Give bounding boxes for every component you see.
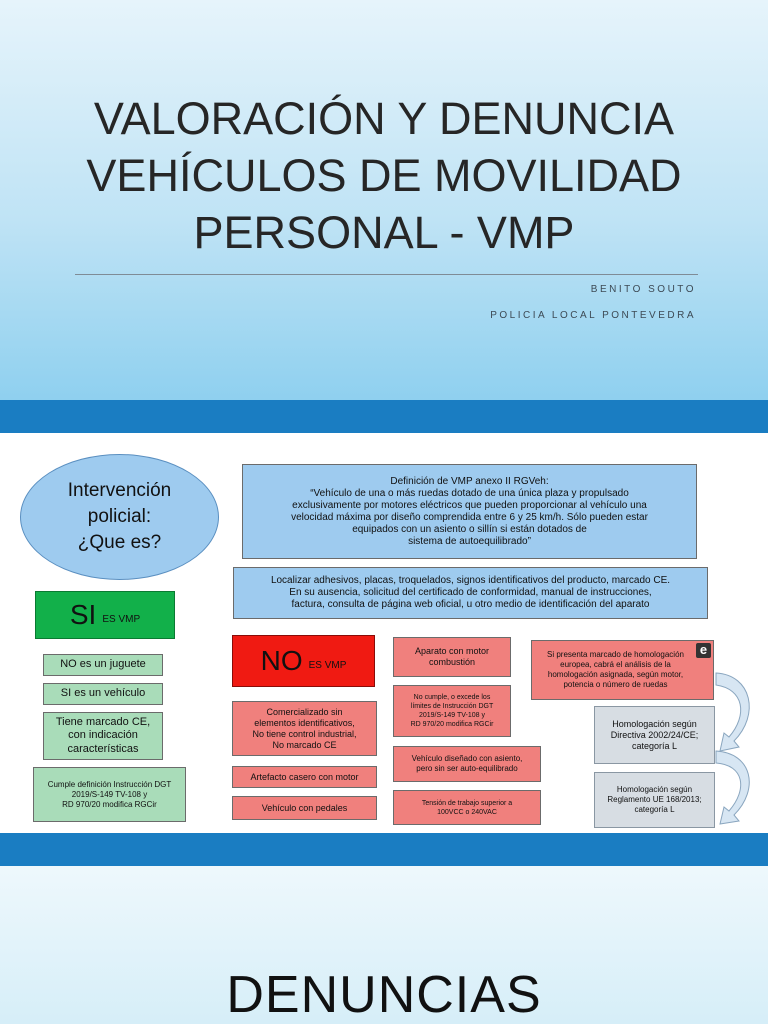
no-label: NO bbox=[260, 645, 303, 676]
homologation-regulation-box bbox=[594, 772, 715, 828]
flowchart-slide bbox=[0, 433, 768, 833]
intervention-line-3: ¿Que es? bbox=[77, 532, 162, 553]
mid-seat-line-2: pero sin ser auto-equilibrado bbox=[416, 764, 518, 773]
title-line-3: PERSONAL - VMP bbox=[193, 207, 575, 258]
no-es-vmp-box bbox=[232, 635, 375, 687]
si-ce-line-2: con indicación bbox=[68, 729, 138, 742]
hn-line-1: Si presenta marcado de homologación bbox=[547, 650, 684, 659]
no-item-homemade: Artefacto casero con motor bbox=[232, 766, 377, 788]
mid-exc-line-1: No cumple, o excede los bbox=[413, 694, 491, 701]
mid-seat-line-1: Vehículo diseñado con asiento, bbox=[411, 754, 523, 763]
si-item-ce-mark bbox=[43, 712, 163, 760]
title-line-1: VALORACIÓN Y DENUNCIA bbox=[93, 93, 675, 144]
curved-arrows-icon bbox=[712, 665, 768, 825]
mid-exc-line-2: límites de Instrucción DGT bbox=[410, 703, 494, 710]
slide-divider-band-2 bbox=[0, 833, 768, 866]
mid-comb-line-2: combustión bbox=[428, 657, 476, 667]
title-line-2: VEHÍCULOS DE MOVILIDAD bbox=[86, 150, 682, 201]
si-dgt-line-3: RD 970/20 modifica RGCir bbox=[62, 799, 157, 809]
h2-line-1: Homologación según bbox=[616, 785, 693, 794]
vmp-definition-box bbox=[242, 464, 697, 559]
title-divider bbox=[75, 274, 698, 275]
hn-line-2: europea, cabrá el análisis de la bbox=[560, 660, 671, 669]
mid-exc-line-4: RD 970/20 modifica RGCir bbox=[410, 721, 494, 728]
intervention-line-2: policial: bbox=[87, 506, 152, 527]
mid-volt-line-2: 100VCC o 240VAC bbox=[437, 808, 497, 816]
si-ce-line-1: Tiene marcado CE, bbox=[55, 715, 151, 728]
hn-line-4: potencia o número de ruedas bbox=[563, 680, 668, 689]
si-dgt-line-1: Cumple definición Instrucción DGT bbox=[47, 779, 172, 789]
homologation-note-box bbox=[531, 640, 714, 700]
mid-comb-line-1: Aparato con motor bbox=[414, 646, 490, 656]
locate-line-3: factura, consulta de página web oficial, u otro medio de identificación del aparato bbox=[291, 599, 650, 610]
mid-volt-line-1: Tensión de trabajo superior a bbox=[421, 799, 513, 807]
h1-line-3: categoría L bbox=[631, 740, 678, 751]
organization-name: POLICIA LOCAL PONTEVEDRA bbox=[490, 310, 696, 321]
mid-exc-line-3: 2019/S-149 TV-108 y bbox=[418, 712, 486, 719]
mid-item-seat-no-balance bbox=[393, 746, 541, 782]
intervention-line-1: Intervención bbox=[67, 480, 172, 501]
no-item-unidentified bbox=[232, 701, 377, 756]
locate-line-1: Localizar adhesivos, placas, troquelados, signos identificativos del producto, marcado CE. bbox=[270, 575, 671, 586]
e-mark-icon: e bbox=[696, 643, 711, 658]
no-sub-label: ES VMP bbox=[308, 659, 347, 671]
h1-line-1: Homologación según bbox=[612, 718, 697, 729]
presentation-title bbox=[40, 90, 728, 261]
definition-line-5: equipados con un asiento o sillín si están dotados de bbox=[352, 523, 587, 535]
definition-line-4: velocidad máxima por diseño comprendida entre 6 y 25 km/h. Sólo pueden estar bbox=[291, 511, 648, 523]
si-sub-label: ES VMP bbox=[102, 613, 141, 625]
si-item-not-toy: NO es un juguete bbox=[43, 654, 163, 676]
h1-line-2: Directiva 2002/24/CE; bbox=[610, 729, 699, 740]
no-unid-line-1: Comercializado sin bbox=[266, 706, 343, 717]
definition-line-1: Definición de VMP anexo II RGVeh: bbox=[390, 475, 549, 487]
no-unid-line-3: No tiene control industrial, bbox=[252, 728, 357, 739]
definition-line-3: exclusivamente por motores eléctricos que pueden proporcionar al vehículo una bbox=[292, 499, 647, 511]
no-item-pedals: Vehículo con pedales bbox=[232, 796, 377, 820]
si-label: SI bbox=[69, 599, 97, 630]
locate-identification-box bbox=[233, 567, 708, 619]
h2-line-2: Reglamento UE 168/2013; bbox=[607, 795, 702, 804]
definition-line-6: sistema de autoequilibrado” bbox=[408, 535, 531, 547]
slide-divider-band-1 bbox=[0, 400, 768, 433]
intervention-oval bbox=[20, 454, 219, 580]
denuncias-title: DENUNCIAS bbox=[226, 966, 542, 1024]
title-slide bbox=[0, 0, 768, 400]
no-unid-line-2: elementos identificativos, bbox=[254, 717, 355, 728]
locate-line-2: En su ausencia, solicitud del certificado de conformidad, manual de instrucciones, bbox=[289, 587, 652, 598]
definition-line-2: “Vehículo de una o más ruedas dotado de una única plaza y propulsado bbox=[310, 487, 629, 499]
author-name: BENITO SOUTO bbox=[590, 284, 696, 295]
si-item-is-vehicle: SI es un vehículo bbox=[43, 683, 163, 705]
mid-item-exceeds-limits bbox=[393, 685, 511, 737]
si-item-dgt-definition bbox=[33, 767, 186, 822]
si-dgt-line-2: 2019/S-149 TV-108 y bbox=[71, 789, 148, 799]
mid-item-combustion bbox=[393, 637, 511, 677]
hn-line-3: homologación asignada, según motor, bbox=[547, 670, 684, 679]
mid-item-voltage bbox=[393, 790, 541, 825]
si-ce-line-3: características bbox=[67, 742, 139, 755]
homologation-directive-box bbox=[594, 706, 715, 764]
h2-line-3: categoría L bbox=[634, 805, 675, 814]
no-unid-line-4: No marcado CE bbox=[272, 739, 337, 750]
si-es-vmp-box bbox=[35, 591, 175, 639]
